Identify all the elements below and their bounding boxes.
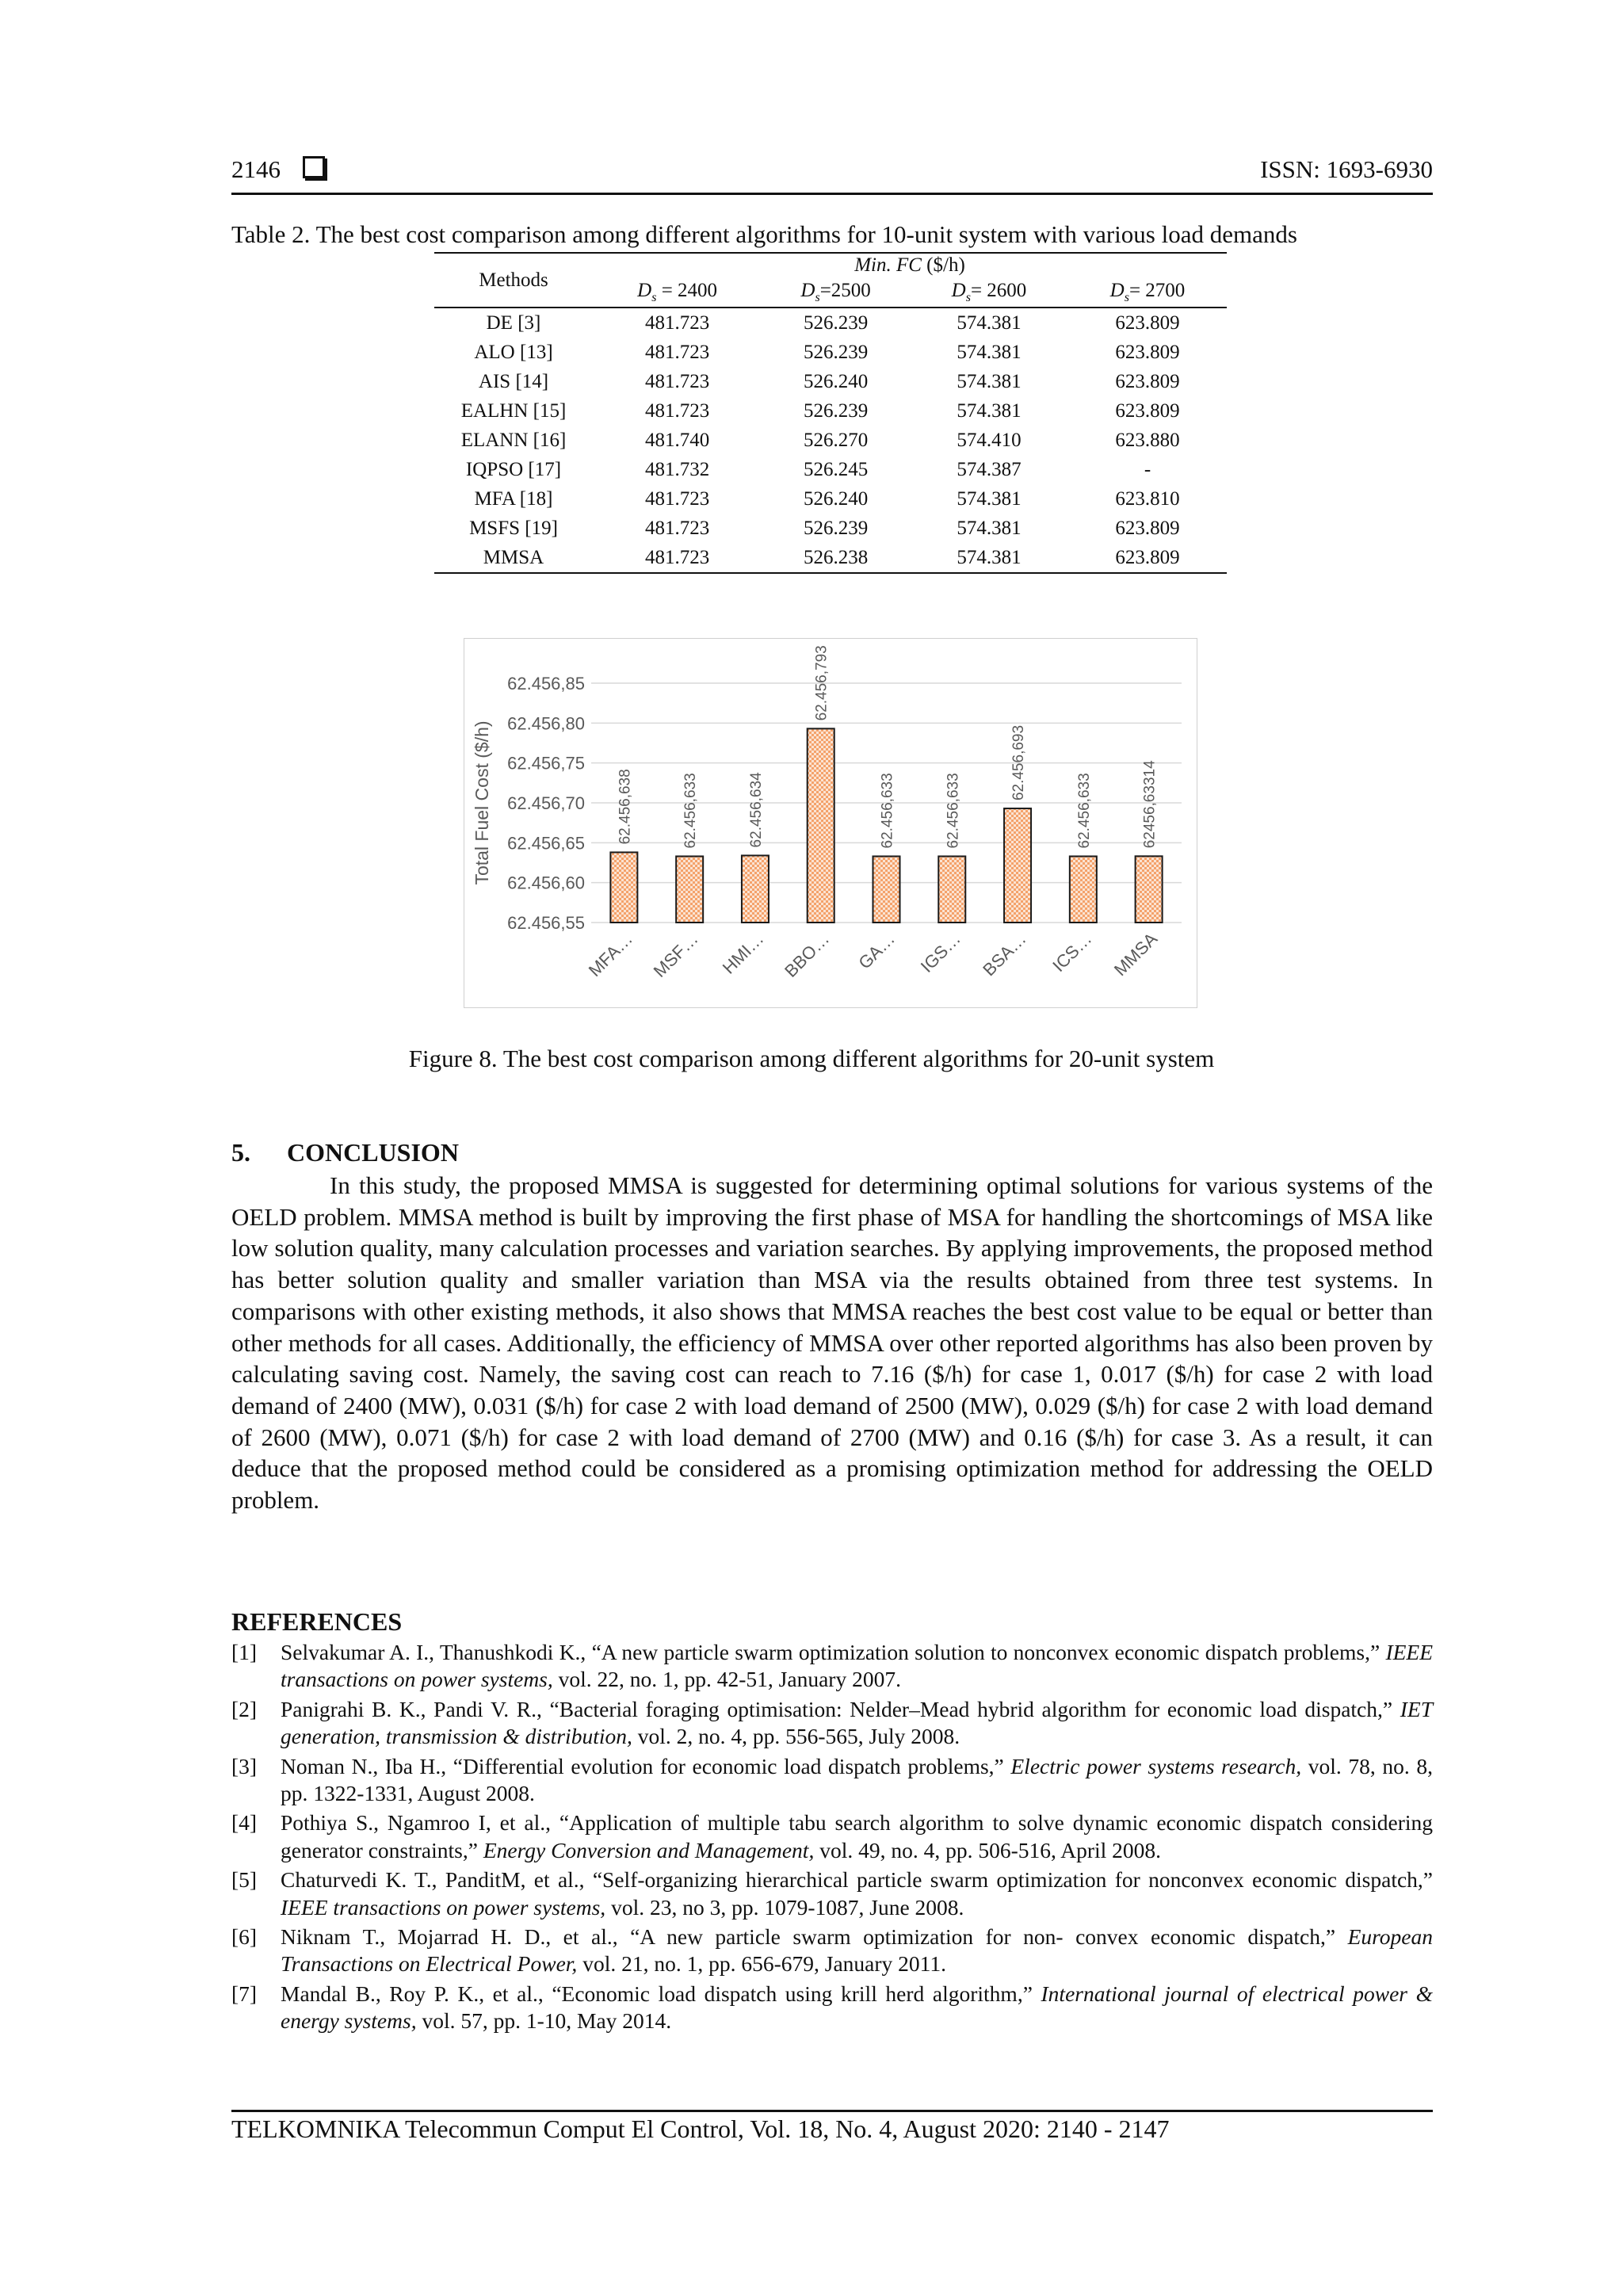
method-cell: IQPSO [17] <box>465 458 562 480</box>
value-cell: 526.240 <box>803 487 869 510</box>
value-cell: 526.245 <box>803 458 869 480</box>
bar <box>938 856 965 923</box>
table-row <box>434 484 1227 514</box>
value-cell: 526.238 <box>762 543 910 573</box>
value-cell: 526.239 <box>803 399 869 422</box>
y-axis-label: Total Fuel Cost ($/h) <box>472 720 492 885</box>
bar <box>808 728 834 923</box>
category-label: HMI… <box>718 928 768 978</box>
references-heading: REFERENCES <box>231 1607 403 1636</box>
value-cell: 623.809 <box>1115 370 1180 392</box>
data-label: 62456,63314 <box>1141 760 1159 849</box>
group-header-italic: Min. FC <box>854 254 922 276</box>
footer-rule <box>231 2110 1433 2112</box>
header-rule <box>231 193 1433 195</box>
value-cell: 623.809 <box>1068 543 1227 573</box>
section-title: CONCLUSION <box>287 1138 459 1167</box>
value-cell: 574.381 <box>957 370 1022 392</box>
method-cell: MSFS [19] <box>469 517 558 539</box>
reference-text: Niknam T., Mojarrad H. D., et al., “A new particle swarm optimization for non- convex economic dispatch,” European Transactions on Electrical Power, vol. 21, no. 1, pp. 656-679, January 2011. <box>281 1924 1433 1977</box>
y-tick-label: 62.456,70 <box>507 793 585 813</box>
value-cell: 574.381 <box>957 487 1022 510</box>
method-cell: ELANN [16] <box>460 429 567 451</box>
results-table <box>434 252 1227 574</box>
table-row <box>434 367 1227 396</box>
table-row <box>434 396 1227 426</box>
footer-text: TELKOMNIKA Telecommun Comput El Control, Vol. 18, No. 4, August 2020: 2140 - 2147 <box>231 2115 1170 2143</box>
y-tick-label: 62.456,85 <box>507 674 585 693</box>
category-label: IGS… <box>916 928 964 976</box>
reference-item <box>231 1866 1433 1921</box>
reference-number: [1] <box>231 1640 258 1664</box>
square-bullet-icon <box>303 156 325 178</box>
bar-chart <box>464 638 1197 1008</box>
column-header: $D_s= 2700$ <box>1068 277 1227 308</box>
y-tick-label: 62.456,55 <box>507 913 585 933</box>
conclusion-paragraph <box>231 1170 1433 1516</box>
conclusion-text: In this study, the proposed MMSA is suggested for determining optimal solutions for various systems of the OELD problem. MMSA method is built by improving the first phase of MSA for handling the shortcomings of MSA like low solution quality, many calculation processes and variation searches. By applying improvements, the proposed method has better solution quality and smaller variation than MSA via the results obtained from three test systems. In comparisons with other existing methods, it also shows that MMSA reaches the best cost value to be equal or better than other methods for all cases. Additionally, the efficiency of MMSA over other reported algorithms has also been proven by calculating saving cost. Namely, the saving cost can reach to 7.16 ($/h) for case 1, 0.017 ($/h) for case 2 with load demand of 2400 (MW), 0.031 ($/h) for case 2 with load demand of 2500 (MW), 0.029 ($/h) for case 2 with load demand of 2600 (MW), 0.071 ($/h) for case 2 with load demand of 2700 (MW) and 0.16 ($/h) for case 3. As a result, it can deduce that the proposed method could be considered as a promising optimization method for addressing the OELD problem. <box>231 1171 1433 1515</box>
value-cell: 481.723 <box>644 517 710 539</box>
method-cell: MMSA <box>434 543 593 573</box>
category-label: BSA… <box>979 928 1030 980</box>
data-label: 62.456,693 <box>1010 724 1028 801</box>
data-label: 62.456,793 <box>813 645 831 721</box>
method-cell: DE [3] <box>486 311 541 334</box>
column-header: $D_s = 2400$ <box>593 277 762 308</box>
reference-number: [7] <box>231 1981 258 2006</box>
y-tick-label: 62.456,65 <box>507 833 585 854</box>
category-label: MSF… <box>649 928 702 981</box>
issn: ISSN: 1693-6930 <box>1260 155 1433 183</box>
reference-text: Panigrahi B. K., Pandi V. R., “Bacterial foraging optimisation: Nelder–Mead hybrid algorithm for economic load dispatch,” IET generation, transmission & distribution, vol. 2, no. 4, pp. 556-565, July 2008. <box>281 1696 1433 1749</box>
value-cell: 623.809 <box>1115 311 1180 334</box>
page-number <box>231 155 325 184</box>
category-label: BBO… <box>781 928 834 981</box>
reference-item <box>231 1753 1433 1808</box>
reference-number: [4] <box>231 1810 258 1836</box>
methods-header: Methods <box>434 253 593 308</box>
reference-number: [5] <box>231 1867 258 1893</box>
reference-text: Noman N., Iba H., “Differential evolution for economic load dispatch problems,” Electric power systems research, vol. 78, no. 8, pp. 1322-1331, August 2008. <box>281 1753 1433 1806</box>
value-cell: 574.381 <box>957 311 1022 334</box>
bar <box>873 856 900 923</box>
reference-item <box>231 1696 1433 1751</box>
table-row <box>434 308 1227 338</box>
data-label: 62.456,638 <box>617 769 634 845</box>
reference-number: [6] <box>231 1924 258 1950</box>
table-row <box>434 455 1227 484</box>
value-cell: 623.880 <box>1115 429 1180 451</box>
category-label: GA… <box>854 928 899 973</box>
reference-text: Selvakumar A. I., Thanushkodi K., “A new particle swarm optimization solution to nonconvex economic dispatch problems,” IEEE transactions on power systems, vol. 22, no. 1, pp. 42-51, January 2007. <box>281 1640 1433 1692</box>
table-caption: Table 2. The best cost comparison among different algorithms for 10-unit system with various load demands <box>231 220 1297 248</box>
method-cell: EALHN [15] <box>460 399 567 422</box>
bar <box>610 852 637 923</box>
chart-svg <box>464 639 1197 1007</box>
value-cell: 623.809 <box>1115 517 1180 539</box>
y-tick-label: 62.456,80 <box>507 713 585 734</box>
category-label: MFA… <box>584 928 636 981</box>
value-cell: 623.809 <box>1115 341 1180 363</box>
group-header-unit: ($/h) <box>921 254 965 276</box>
value-cell: 623.809 <box>1115 399 1180 422</box>
value-cell: 526.239 <box>803 517 869 539</box>
y-tick-label: 62.456,60 <box>507 873 585 893</box>
bar <box>1070 856 1097 923</box>
table-row <box>434 338 1227 367</box>
table-row <box>434 543 1227 573</box>
figure-caption: Figure 8. The best cost comparison among different algorithms for 20-unit system <box>408 1045 1215 1072</box>
method-cell: ALO [13] <box>474 341 553 363</box>
value-cell: 574.387 <box>957 458 1022 480</box>
value-cell: 526.239 <box>803 341 869 363</box>
bar <box>742 855 769 923</box>
bar <box>1004 808 1031 923</box>
reference-item <box>231 1809 1433 1864</box>
reference-number: [3] <box>231 1753 258 1778</box>
table-row <box>434 426 1227 455</box>
value-cell: 481.732 <box>644 458 710 480</box>
value-cell: 526.240 <box>803 370 869 392</box>
method-cell: AIS [14] <box>478 370 549 392</box>
value-cell: 574.381 <box>957 517 1022 539</box>
section-number: 5. <box>231 1138 250 1167</box>
column-header: $D_s= 2600$ <box>910 277 1068 308</box>
value-cell: 481.723 <box>644 370 710 392</box>
bar <box>676 856 703 923</box>
reference-item <box>231 1924 1433 1978</box>
references-list <box>231 1639 1433 2038</box>
value-cell: 526.239 <box>803 311 869 334</box>
reference-text: Chaturvedi K. T., PanditM, et al., “Self-organizing hierarchical particle swarm optimization for nonconvex economic dispatch,” IEEE transactions on power systems, vol. 23, no 3, pp. 1079-1087, June 2008. <box>281 1867 1433 1920</box>
data-label: 62.456,633 <box>1075 773 1093 849</box>
value-cell: 481.723 <box>644 399 710 422</box>
value-cell: 481.723 <box>644 311 710 334</box>
category-label: ICS… <box>1048 928 1096 976</box>
value-cell: 481.740 <box>644 429 710 451</box>
section-heading <box>231 1138 459 1167</box>
category-label: MMSA <box>1109 928 1162 980</box>
value-cell: - <box>1144 458 1151 480</box>
page-number-text: 2146 <box>231 155 281 183</box>
column-header: $D_s=2500$ <box>762 277 910 308</box>
group-header <box>593 253 1227 277</box>
value-cell: 481.723 <box>644 487 710 510</box>
value-cell: 526.270 <box>803 429 869 451</box>
data-label: 62.456,633 <box>879 773 896 849</box>
reference-number: [2] <box>231 1696 258 1721</box>
data-label: 62.456,634 <box>747 772 765 848</box>
value-cell: 574.381 <box>957 399 1022 422</box>
value-cell: 574.381 <box>957 341 1022 363</box>
bar <box>1136 856 1163 923</box>
data-label: 62.456,633 <box>682 773 700 849</box>
table-row <box>434 514 1227 543</box>
method-cell: MFA [18] <box>474 487 553 510</box>
value-cell: 574.381 <box>910 543 1068 573</box>
y-tick-label: 62.456,75 <box>507 753 585 774</box>
data-label: 62.456,633 <box>945 773 962 849</box>
reference-item <box>231 1981 1433 2035</box>
value-cell: 623.810 <box>1115 487 1180 510</box>
value-cell: 481.723 <box>593 543 762 573</box>
reference-item <box>231 1639 1433 1694</box>
reference-text: Pothiya S., Ngamroo I, et al., “Application of multiple tabu search algorithm to solve dynamic economic dispatch considering generator constraints,” Energy Conversion and Management, vol. 49, no. 4, pp. 506-516, April 2008. <box>281 1810 1433 1862</box>
reference-text: Mandal B., Roy P. K., et al., “Economic load dispatch using krill herd algorithm,” International journal of electrical power & energy systems, vol. 57, pp. 1-10, May 2014. <box>281 1981 1433 2034</box>
value-cell: 574.410 <box>957 429 1022 451</box>
value-cell: 481.723 <box>644 341 710 363</box>
